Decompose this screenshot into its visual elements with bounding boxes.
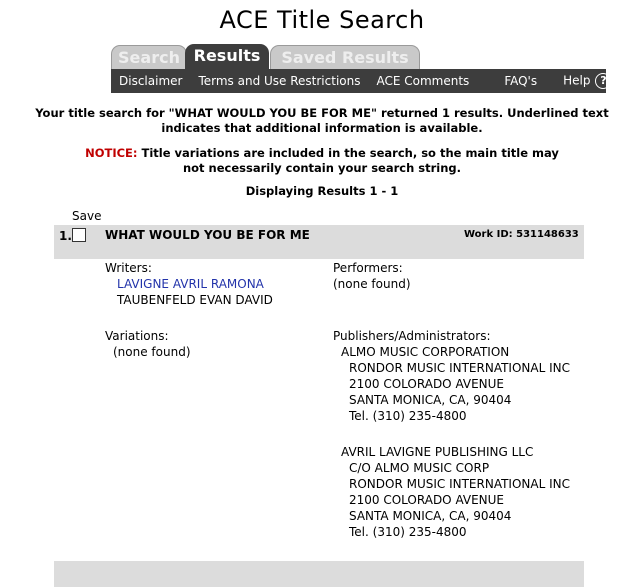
help-icon: ?: [595, 73, 611, 89]
publisher-address-line: 2100 COLORADO AVENUE: [349, 493, 505, 507]
nav-help-label: Help: [563, 73, 591, 88]
notice-text: not necessarily contain your search string.: [182, 161, 462, 175]
publisher-phone: Tel. (310) 235-4800: [349, 525, 467, 539]
tab-search[interactable]: Search: [111, 45, 187, 71]
result-number: 1.: [59, 229, 72, 243]
tab-saved-results[interactable]: Saved Results: [270, 45, 420, 71]
nav-comments-link[interactable]: ACE Comments: [376, 74, 470, 88]
result-footer-band: [54, 561, 584, 587]
writer-name: TAUBENFELD EVAN DAVID: [117, 293, 273, 307]
result-message-line: Your title search for "WHAT WOULD YOU BE FOR ME" returned 1 results. Underlined text: [35, 106, 609, 120]
publisher-phone: Tel. (310) 235-4800: [349, 409, 467, 423]
nav-bar: [111, 69, 606, 93]
publisher-name: AVRIL LAVIGNE PUBLISHING LLC: [341, 445, 534, 459]
performers-label: Performers:: [333, 261, 403, 275]
nav-terms-link[interactable]: Terms and Use Restrictions: [198, 74, 361, 88]
result-title: WHAT WOULD YOU BE FOR ME: [105, 228, 310, 242]
writers-label: Writers:: [105, 261, 152, 275]
publisher-address-line: SANTA MONICA, CA, 90404: [349, 509, 512, 523]
performers-none: (none found): [333, 277, 411, 291]
work-id: Work ID: 531148633: [464, 229, 579, 240]
notice-label: NOTICE:: [85, 146, 138, 160]
save-column-label: Save: [72, 209, 102, 223]
notice-text: Title variations are included in the search, so the main title may: [137, 146, 559, 160]
publishers-label: Publishers/Administrators:: [333, 329, 491, 343]
tab-results[interactable]: Results: [185, 44, 269, 71]
display-count: Displaying Results 1 - 1: [245, 184, 399, 198]
publisher-address-line: RONDOR MUSIC INTERNATIONAL INC: [349, 361, 570, 375]
writer-link[interactable]: LAVIGNE AVRIL RAMONA: [117, 277, 264, 291]
publisher-address-line: SANTA MONICA, CA, 90404: [349, 393, 512, 407]
publisher-name: ALMO MUSIC CORPORATION: [341, 345, 510, 359]
publisher-address-line: 2100 COLORADO AVENUE: [349, 377, 505, 391]
publisher-address-line: C/O ALMO MUSIC CORP: [349, 461, 490, 475]
variations-label: Variations:: [105, 329, 169, 343]
page-title: ACE Title Search: [219, 6, 425, 34]
nav-faqs-link[interactable]: FAQ's: [504, 74, 538, 88]
save-checkbox[interactable]: [72, 228, 86, 242]
nav-help-link[interactable]: [555, 73, 619, 89]
result-message-line: indicates that additional information is available.: [161, 121, 483, 135]
notice-message: [20, 146, 624, 176]
publisher-address-line: RONDOR MUSIC INTERNATIONAL INC: [349, 477, 570, 491]
nav-disclaimer-link[interactable]: Disclaimer: [119, 74, 183, 88]
result-message: [20, 106, 624, 136]
variations-none: (none found): [113, 345, 191, 359]
